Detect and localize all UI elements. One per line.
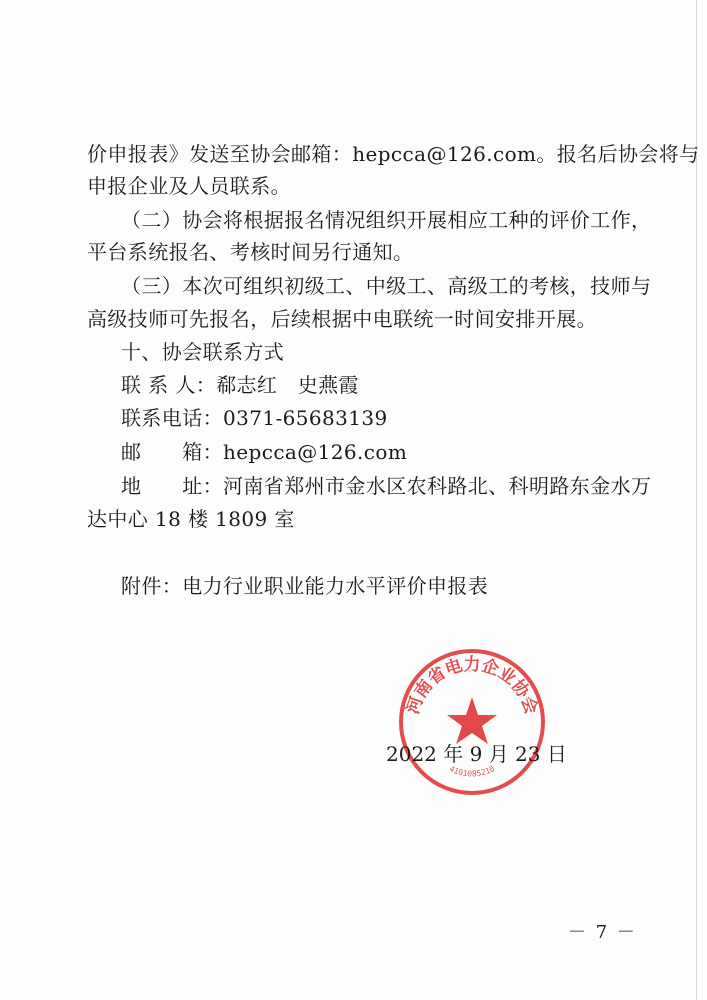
contact-person: 联 系 人：郗志红 史燕霞 (121, 373, 359, 397)
contact-email: 邮 箱：hepcca@126.com (121, 440, 408, 464)
page-number: － 7 － (568, 922, 637, 943)
seal-star-icon (447, 697, 497, 744)
contact-address-line-2: 达中心 18 楼 1809 室 (87, 507, 295, 531)
section-heading: 十、协会联系方式 (121, 340, 285, 364)
paragraph-line-6: 高级技师可先报名，后续根据中电联统一时间安排开展。 (87, 307, 597, 331)
document-date: 2022 年 9 月 23 日 (386, 742, 567, 766)
paragraph-line-4: 平台系统报名、考核时间另行通知。 (87, 240, 414, 264)
paragraph-line-2: 申报企业及人员联系。 (87, 174, 291, 198)
attachment-line: 附件：电力行业职业能力水平评价申报表 (121, 574, 489, 598)
seal-org-name: 河南省电力企业协会 (403, 654, 541, 717)
contact-phone: 联系电话：0371-65683139 (121, 406, 388, 430)
official-seal-stamp (397, 647, 547, 797)
paragraph-line-3: （二）协会将根据报名情况组织开展相应工种的评价工作， (121, 208, 652, 232)
seal-code: 4101085210 (447, 764, 497, 779)
contact-address-line-1: 地 址：河南省郑州市金水区农科路北、科明路东金水万 (121, 474, 652, 498)
paragraph-line-5: （三）本次可组织初级工、中级工、高级工的考核，技师与 (121, 274, 652, 298)
paragraph-line-1: 价申报表》发送至协会邮箱：hepcca@126.com。报名后协会将与 (87, 142, 700, 166)
